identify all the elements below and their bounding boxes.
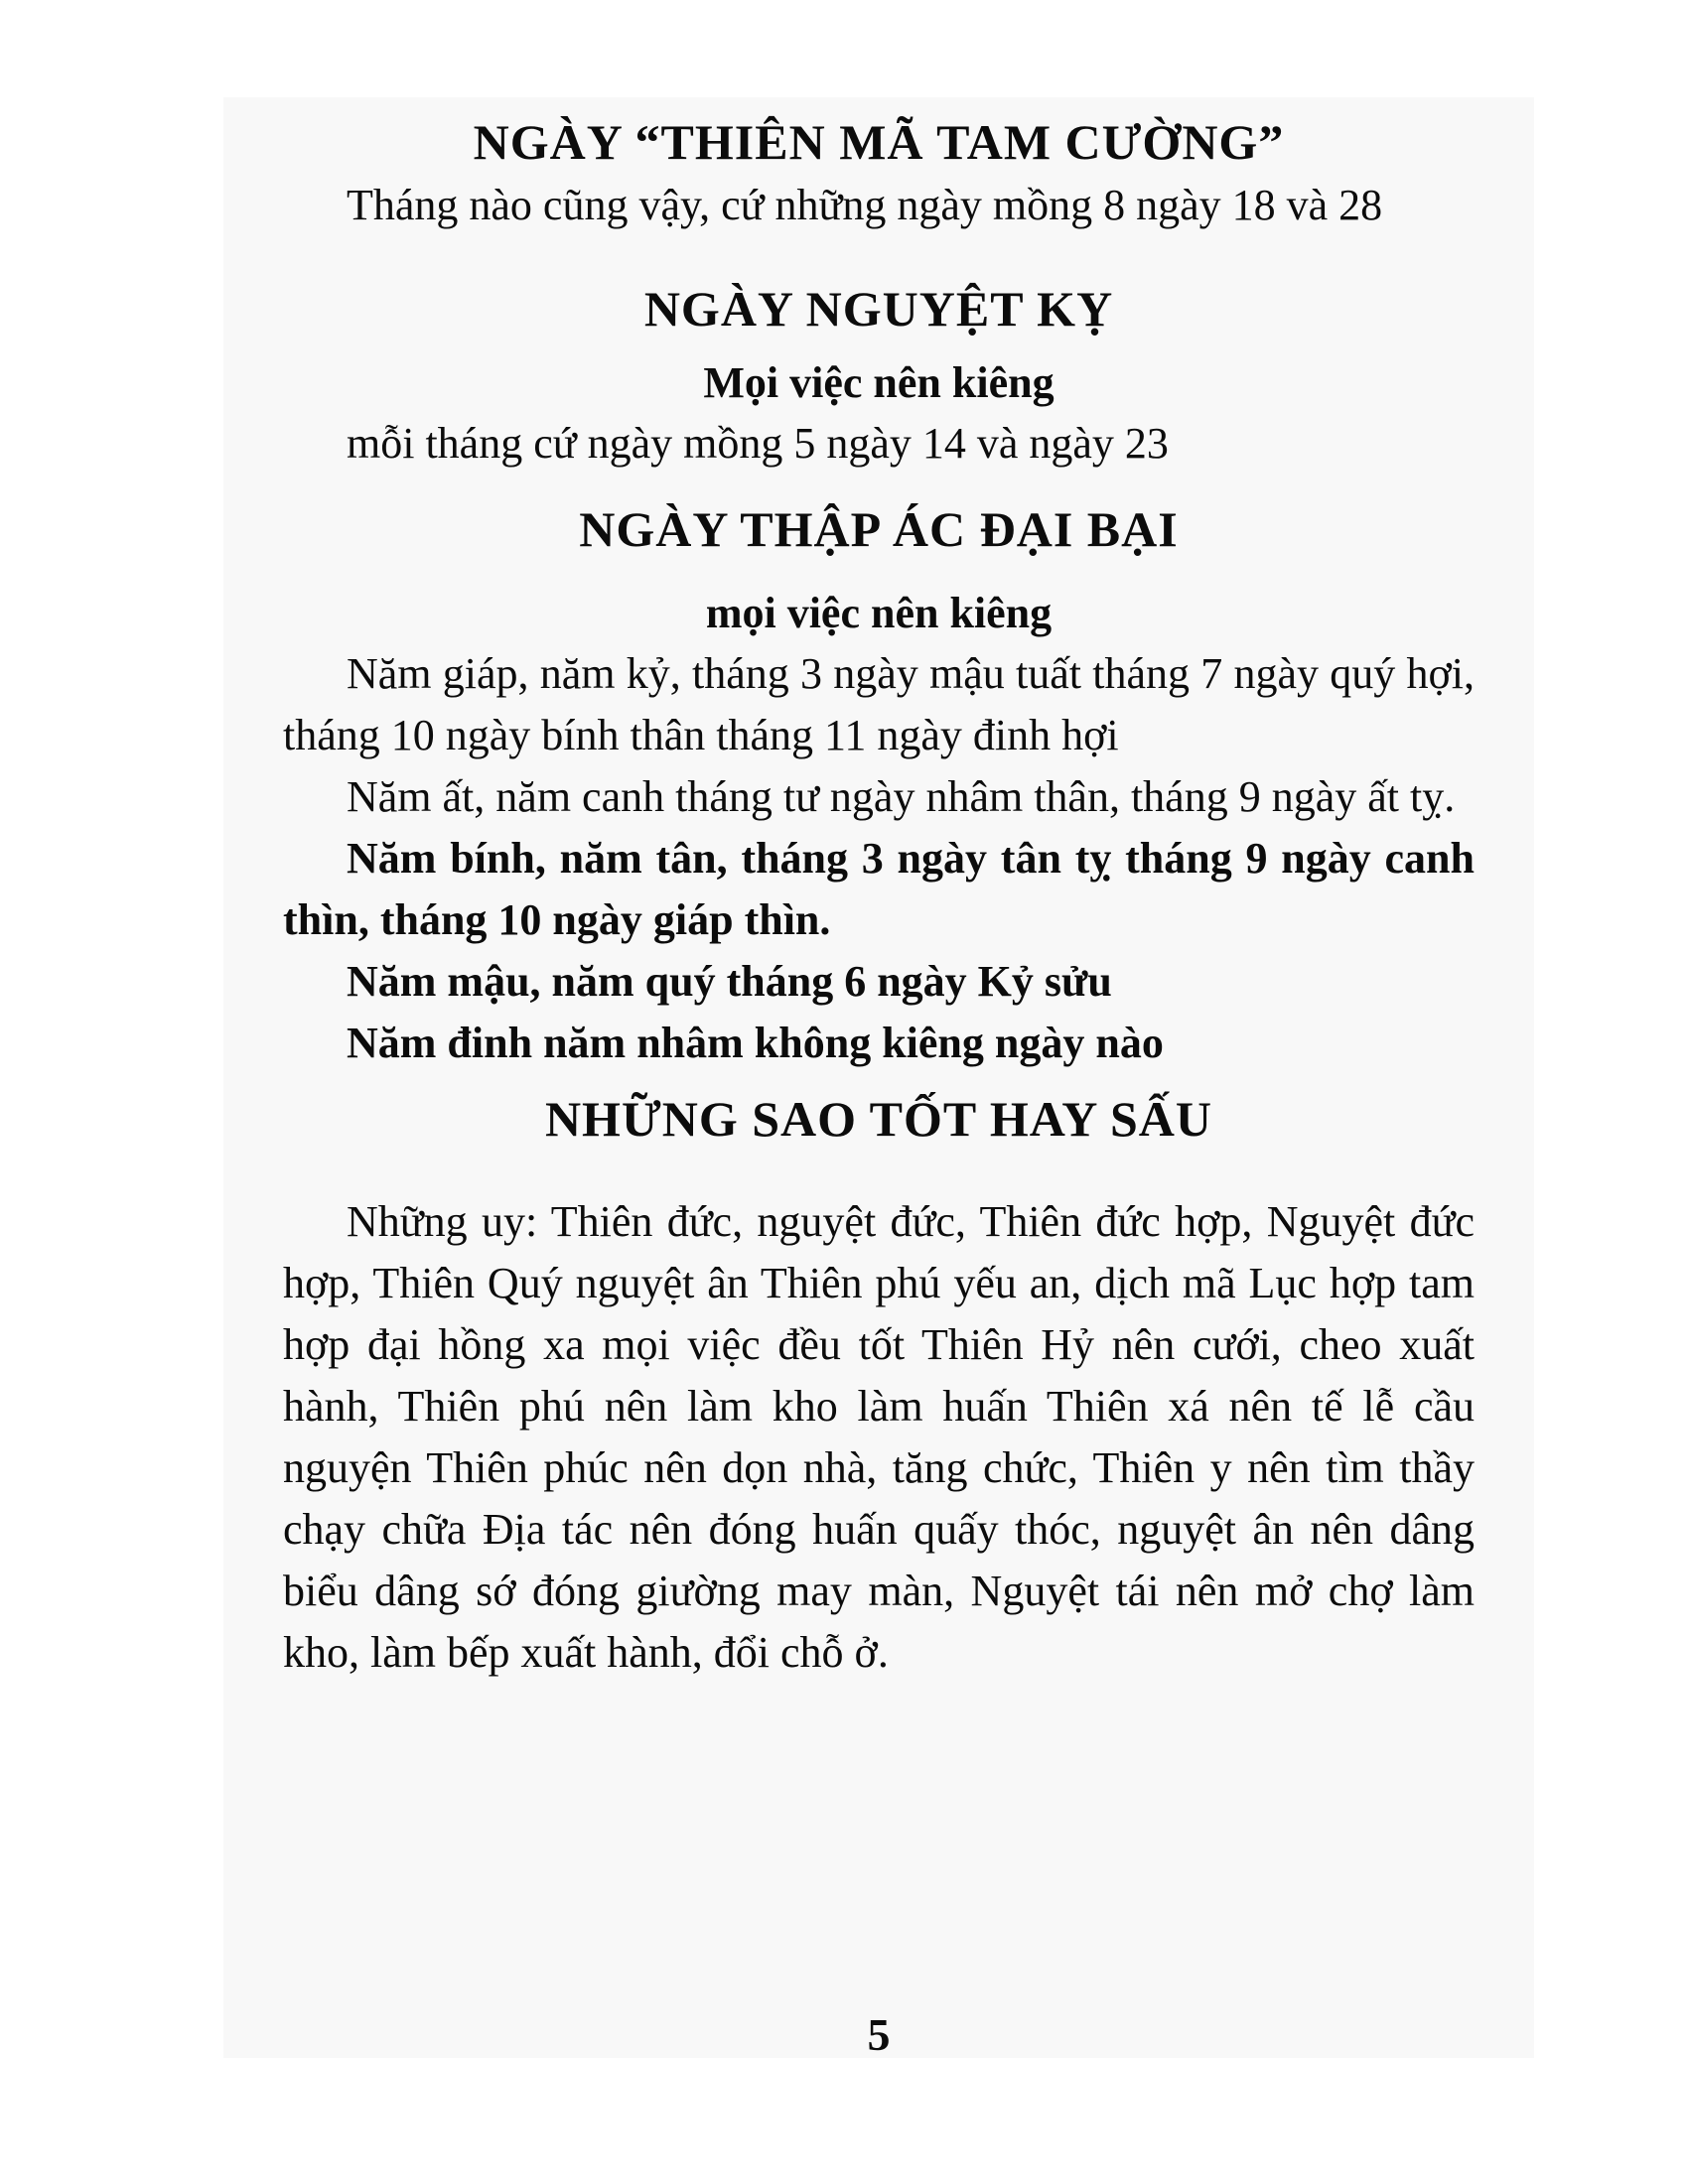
page-number: 5 [867, 2009, 891, 2060]
page-content [283, 109, 1475, 1684]
section-subtitle-thap-ac-dai-bai: mọi việc nên kiêng [705, 589, 1053, 637]
book-page [223, 97, 1534, 2058]
section-title-thien-ma-tam-cuong: NGÀY “THIÊN MÃ TAM CƯỜNG” [473, 114, 1285, 170]
section-title-thap-ac-dai-bai: NGÀY THẬP ÁC ĐẠI BẠI [579, 501, 1179, 557]
paragraph-nam-dinh: Năm đinh năm nhâm không kiêng ngày nào [347, 1019, 1164, 1067]
section-title-nhung-sao: NHỮNG SAO TỐT HAY SẤU [544, 1091, 1213, 1147]
paragraph-nam-giap: Năm giáp, năm kỷ, tháng 3 ngày mậu tuất tháng 7 ngày quý hợi, tháng 10 ngày bính thân tháng 11 ngày đinh hợi [283, 649, 1475, 759]
section-body-thien-ma-tam-cuong: Tháng nào cũng vậy, cứ những ngày mồng 8 ngày 18 và 28 [347, 181, 1383, 229]
paragraph-nam-binh: Năm bính, năm tân, tháng 3 ngày tân tỵ tháng 9 ngày canh thìn, tháng 10 ngày giáp thìn. [283, 834, 1475, 944]
section-title-nguyet-ky: NGÀY NGUYỆT KỴ [643, 281, 1114, 337]
section-subtitle-nguyet-ky: Mọi việc nên kiêng [703, 358, 1055, 407]
section-body-nguyet-ky: mỗi tháng cứ ngày mồng 5 ngày 14 và ngày 23 [347, 419, 1169, 468]
paragraph-nam-at: Năm ất, năm canh tháng tư ngày nhâm thân, tháng 9 ngày ất tỵ. [347, 772, 1456, 821]
paragraph-nam-mau: Năm mậu, năm quý tháng 6 ngày Kỷ sửu [347, 957, 1112, 1006]
section-body-nhung-sao: Những uy: Thiên đức, nguyệt đức, Thiên đức hợp, Nguyệt đức hợp, Thiên Quý nguyệt ân Thiên phú yếu an, dịch mã Lục hợp tam hợp đại hồng xa mọi việc đều tốt Thiên Hỷ nên cưới, cheo xuất hành, Thiên phú nên làm kho làm huấn Thiên xá nên tế lễ cầu nguyện Thiên phúc nên dọn nhà, tăng chức, Thiên y nên tìm thầy chạy chữa Địa tác nên đóng huấn quấy thóc, nguyệt ân nên dâng biểu dâng sớ đóng giường may màn, Nguyệt tái nên mở chợ làm kho, làm bếp xuất hành, đổi chỗ ở. [283, 1197, 1475, 1677]
